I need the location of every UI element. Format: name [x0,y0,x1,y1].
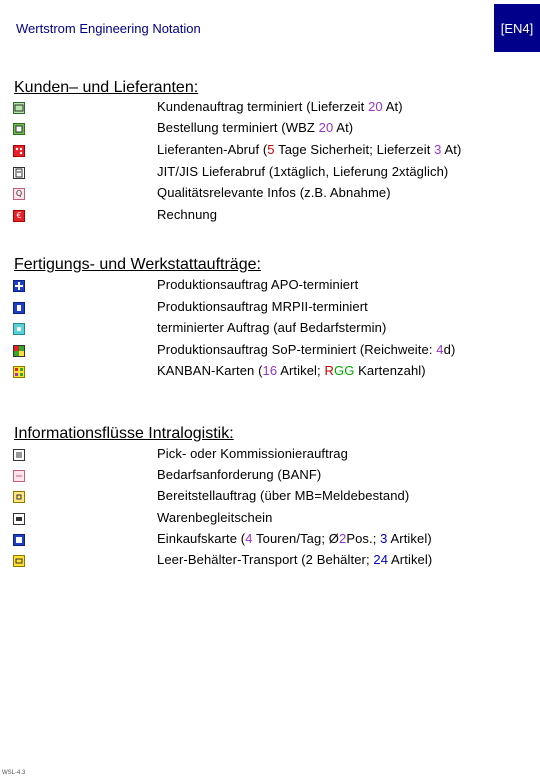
pick-icon [13,449,25,461]
kanban-icon [13,366,25,378]
header-badge: [EN4] [494,4,540,52]
legend-row [0,320,540,341]
legend-text: Rechnung [157,207,218,222]
legend-row [0,531,540,552]
legend-row [0,164,540,185]
legend-row [0,488,540,509]
apo-icon [13,280,25,292]
section-heading-fertigung: Fertigungs- und Werkstattaufträge: [14,256,261,273]
bereitstell-icon [13,491,25,503]
lieferanten-abruf-icon [13,145,25,157]
einkaufskarte-icon [13,534,25,546]
legend-row [0,552,540,573]
legend-row [0,207,540,228]
legend-row [0,363,540,384]
legend-text: Bestellung terminiert (WBZ 20 At) [157,120,354,135]
q-icon: Q [13,188,25,200]
legend-row [0,120,540,141]
sop-icon [13,345,25,357]
header-title: Wertstrom Engineering Notation [16,21,201,36]
legend-row [0,446,540,467]
legend-row [0,510,540,531]
legend-text: Warenbegleitschein [157,510,273,525]
legend-row [0,342,540,363]
legend-text: JIT/JIS Lieferabruf (1xtäglich, Lieferung 2xtäglich) [157,164,449,179]
legend-text: Bereitstellauftrag (über MB=Meldebestand) [157,488,410,503]
legend-row [0,277,540,298]
section-heading-kunden: Kunden– und Lieferanten: [14,79,199,96]
legend-text: Lieferanten-Abruf (5 Tage Sicherheit; Lieferzeit 3 At) [157,142,462,157]
bedarfstermin-icon [13,323,25,335]
legend-text: Produktionsauftrag SoP-terminiert (Reichweite: 4d) [157,342,456,357]
leer-behaelter-icon [13,555,25,567]
legend-row [0,185,540,206]
legend-text: Bedarfsanforderung (BANF) [157,467,322,482]
footer-code: WSL-4.3 [2,770,26,776]
legend-text: Produktionsauftrag APO-terminiert [157,277,359,292]
legend-text: terminierter Auftrag (auf Bedarfstermin) [157,320,387,335]
legend-text: Leer-Behälter-Transport (2 Behälter; 24 Artikel) [157,552,433,567]
legend-text: KANBAN-Karten (16 Artikel; RGG Kartenzahl) [157,363,426,378]
legend-row [0,299,540,320]
kundenauftrag-icon [13,102,25,114]
bestellung-icon [13,123,25,135]
warenbegleit-icon [13,513,25,525]
legend-text: Produktionsauftrag MRPII-terminiert [157,299,368,314]
euro-icon: € [13,210,25,222]
mrp-icon [13,302,25,314]
banf-icon [13,470,25,482]
legend-row [0,467,540,488]
legend-text: Pick- oder Kommissionierauftrag [157,446,348,461]
legend-row [0,142,540,163]
section-heading-intralogistik: Informationsflüsse Intralogistik: [14,425,234,442]
legend-text: Kundenauftrag terminiert (Lieferzeit 20 At) [157,99,403,114]
legend-text: Qualitätsrelevante Infos (z.B. Abnahme) [157,185,391,200]
legend-row [0,99,540,120]
legend-text: Einkaufskarte (4 Touren/Tag; Ø2Pos.; 3 Artikel) [157,531,432,546]
jit-jis-icon [13,167,25,179]
